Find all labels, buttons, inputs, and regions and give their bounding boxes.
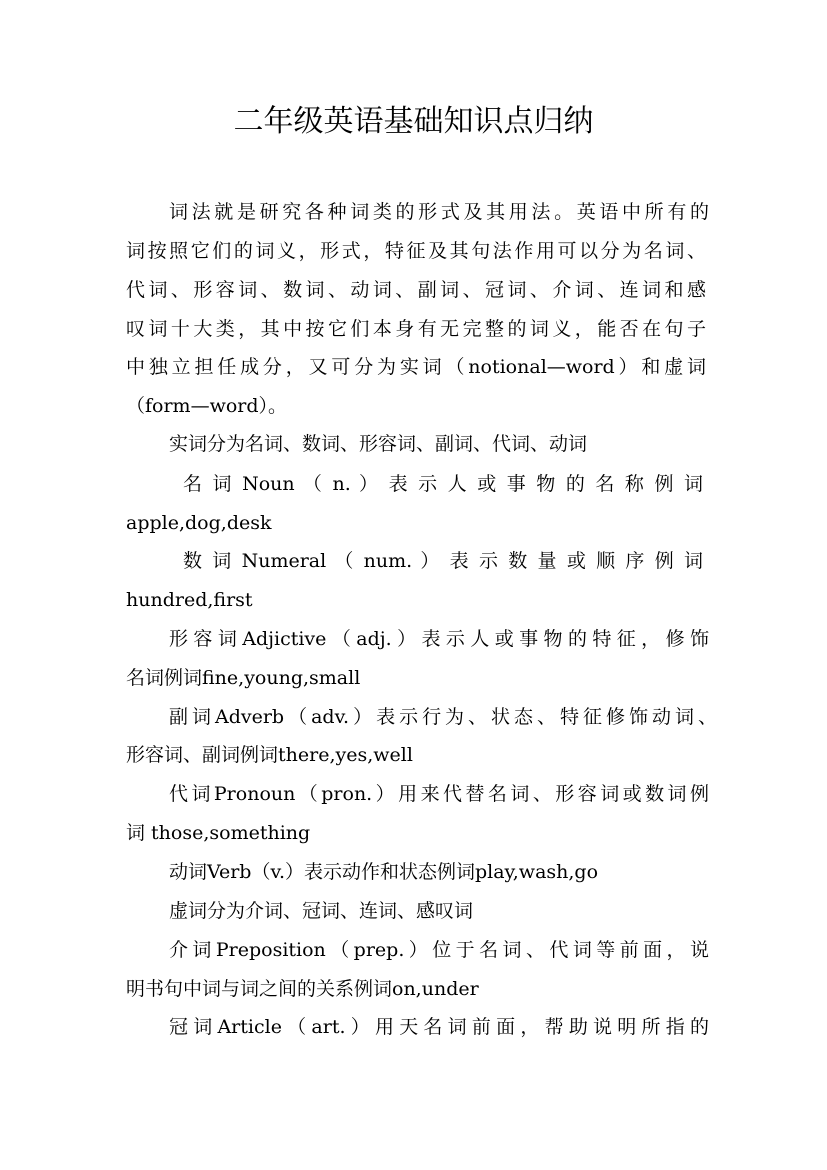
paragraph-line: 形容词Adjictive（adj.）表示人或事物的特征，修饰 <box>169 628 709 650</box>
paragraph-line: 名 词 Noun （ n. ） 表 示 人 或 事 物 的 名 称 例 词 <box>183 473 703 495</box>
paragraph-line: 名词例词fine,young,small <box>126 667 361 689</box>
paragraph-line: 叹词十大类，其中按它们本身有无完整的词义，能否在句子 <box>126 318 706 340</box>
document-title: 二年级英语基础知识点归纳 <box>233 104 594 139</box>
paragraph-line: （form—word）。 <box>126 395 288 417</box>
paragraph-line: 数 词 Numeral （ num. ） 表 示 数 量 或 顺 序 例 词 <box>183 550 703 572</box>
paragraph-line: 词法就是研究各种词类的形式及其用法。英语中所有的 <box>169 201 709 223</box>
paragraph-line: 词 those,something <box>126 822 311 844</box>
paragraph-line: 词按照它们的词义，形式，特征及其句法作用可以分为名词、 <box>126 240 706 262</box>
paragraph-line: 中独立担任成分，又可分为实词（notional—word）和虚词 <box>126 356 706 378</box>
paragraph-line: 形容词、副词例词there,yes,well <box>126 744 413 766</box>
paragraph-line: hundred,first <box>126 589 253 611</box>
paragraph-line: apple,dog,desk <box>126 512 272 534</box>
paragraph-line: 代词Pronoun（pron.）用来代替名词、形容词或数词例 <box>169 783 709 805</box>
paragraph-line: 代词、形容词、数词、动词、副词、冠词、介词、连词和感 <box>126 279 706 301</box>
paragraph-line: 实词分为名词、数词、形容词、副词、代词、动词 <box>169 433 588 455</box>
paragraph-line: 虚词分为介词、冠词、连词、感叹词 <box>169 900 474 922</box>
paragraph-line: 副词Adverb（adv.）表示行为、状态、特征修饰动词、 <box>169 706 717 728</box>
paragraph-line: 动词Verb（v.）表示动作和状态例词play,wash,go <box>169 861 599 883</box>
paragraph-line: 明书句中词与词之间的关系例词on,under <box>126 978 479 1000</box>
paragraph-line: 冠词Article（art.）用天名词前面，帮助说明所指的 <box>169 1016 709 1038</box>
paragraph-line: 介词Preposition（prep.）位于名词、代词等前面，说 <box>169 939 709 961</box>
